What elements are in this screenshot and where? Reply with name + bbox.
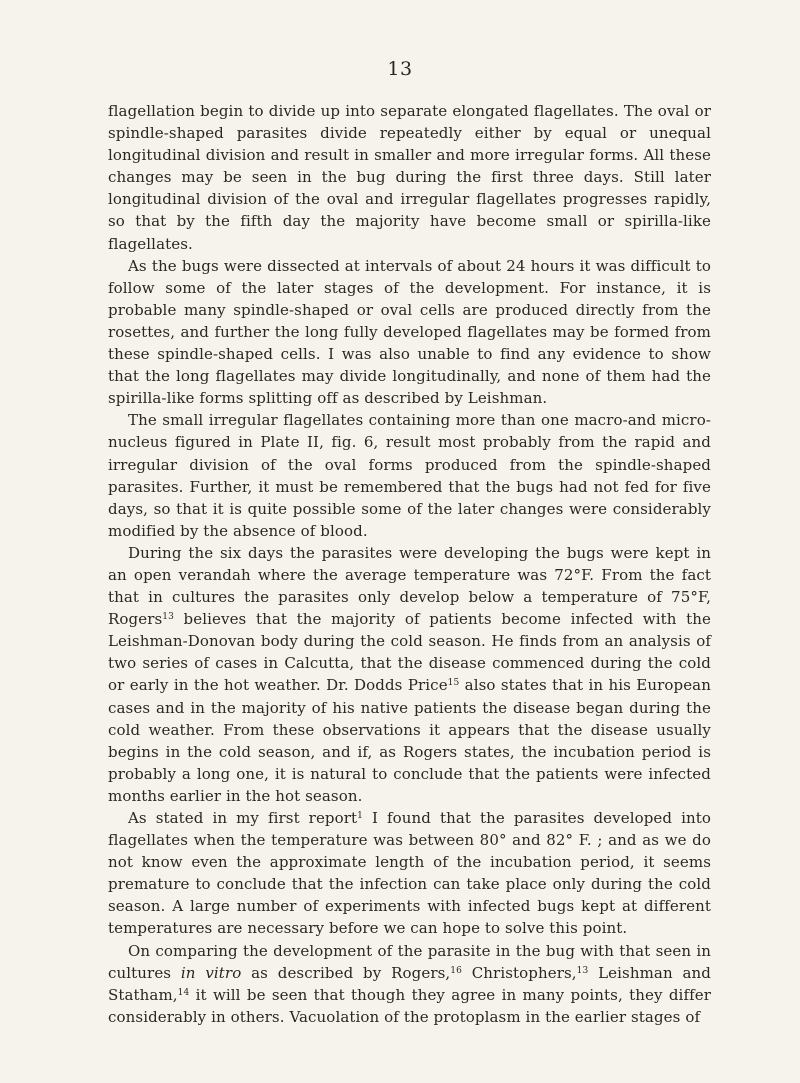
paragraph-p4 (108, 542, 711, 807)
reference-superscript: 13 (576, 965, 589, 976)
text-run: The small irregular flagellates containing more than one macro-and micro-nucleus figured in Plate II, fig. 6, result most probably from the rapid and irregular division of the oval forms produced from the spindle-shaped parasites. Further, it must be remembered that the bugs had not fed for five days, so that it is quite possible some of the later changes were considerably modified by the absence of blood. (108, 411, 711, 540)
paragraph-p1 (108, 100, 711, 255)
text-run: During the six days the parasites were developing the bugs were kept in an open verandah where the average temperature was 72°F. From the fact that in cultures the parasites only develop below a temperature of 75°F, Rogers (108, 543, 711, 629)
paragraph-p3 (108, 409, 711, 542)
text-run: as described by Rogers, (241, 963, 451, 982)
paragraph-p2 (108, 255, 711, 410)
text-run: I found that the parasites developed into flagellates when the temperature was between 80° and 82° F. ; and as we do not know even the approximate length of the incubation period, it seems premature to conclude that the infection can take place only during the cold season. A large number of experiments with infected bugs kept at different temperatures are necessary before we can hope to solve this point. (108, 809, 712, 938)
text-run: believes that the majority of patients become infected with the Leishman-Donovan body during the cold season. He finds from an analysis of two series of cases in Calcutta, that the disease commenced during the cold or early in the hot weather. Dr. Dodds Price (108, 610, 711, 695)
text-run: flagellation begin to divide up into separate elongated flagellates. The oval or spindle-shaped parasites divide repeatedly either by equal or unequal longitudinal division and result in smaller and more irregular forms. All these changes may be seen in the bug during the first three days. Still later longitudinal division of the oval and irregular flagellates progresses rapidly, so that by the fifth day the majority have become small or spirilla-like flagellates. (108, 102, 711, 253)
text-run: As the bugs were dissected at intervals of about 24 hours it was difficult to follow some of the later stages of the development. For instance, it is probable many spindle-shaped or oval cells are produced directly from the rosettes, and further the long fully developed flagellates may be formed from these spindle-shaped cells. I was also unable to find any evidence to show that the long flagellates may divide longitudinally, and none of them had the spirilla-like forms splitting off as described by Leishman. (108, 256, 711, 408)
reference-superscript: 14 (177, 987, 190, 998)
body-text (108, 100, 711, 1028)
italic-text: in vitro (180, 963, 242, 982)
text-run: it will be seen that though they agree in many points, they differ considerably in others. Vacuolation of the protoplasm in the earlier stages of (108, 985, 711, 1026)
text-run: As stated in my first report (128, 809, 358, 827)
reference-superscript: 13 (162, 612, 174, 623)
reference-superscript: 15 (447, 678, 460, 689)
reference-superscript: 1 (357, 811, 363, 821)
text-run: Christophers, (461, 963, 577, 982)
page-number: 13 (387, 58, 413, 80)
text-run: also states that in his European cases and in the majority of his native patients the disease began during the cold weather. From these observations it appears that the disease usually begins in the cold season, and if, as Rogers states, the incubation period is probably a long one, it is natural to conclude that the patients were infected months earlier in the hot season. (108, 676, 711, 805)
reference-superscript: 16 (450, 965, 462, 976)
paragraph-p6 (108, 940, 711, 1028)
paragraph-p5 (108, 807, 711, 940)
text-run: On comparing the development of the parasite in the bug with that seen in cultures (108, 941, 711, 982)
text-run: Leishman and Statham, (108, 963, 712, 1004)
